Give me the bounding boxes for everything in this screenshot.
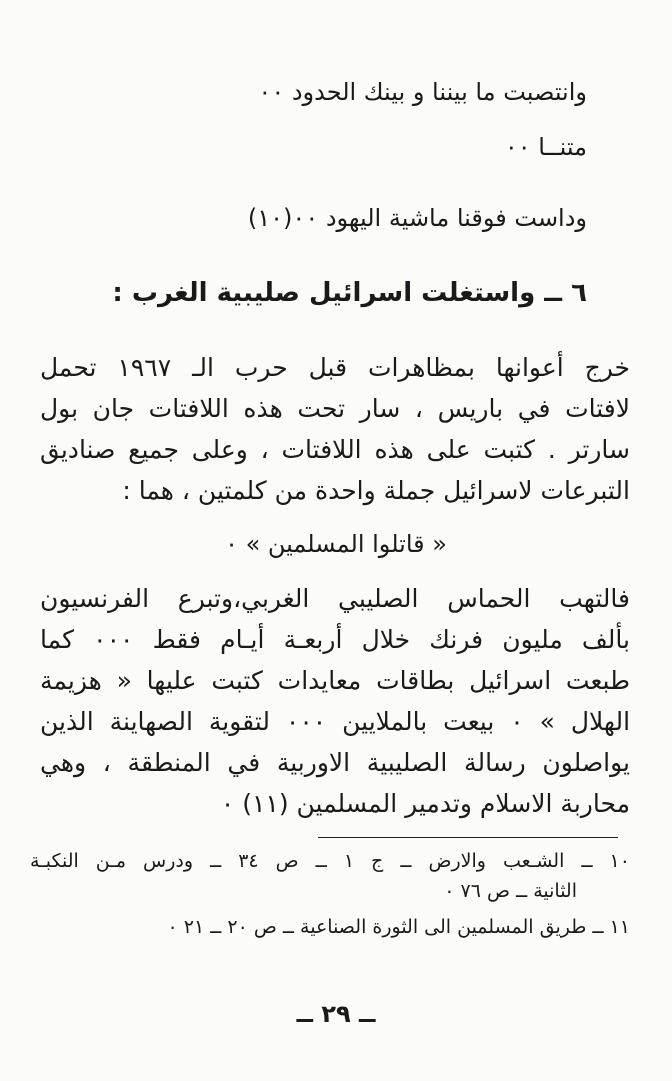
footnote-divider <box>318 837 618 838</box>
paragraph2-line-5: يواصلون رسالة الصليبية الاوربية في المنطقة ، وهي <box>40 748 630 777</box>
paragraph2-line-1: فالتهب الحماس الصليبي الغربي،وتبرع الفرنسيون <box>40 584 630 613</box>
paragraph2-line-2: بألف مليون فرنك خلال أربعـة أيـام فقط ٠٠٠ كما <box>40 625 630 654</box>
page-number: ــ ٢٩ ــ <box>296 1000 376 1028</box>
paragraph1-line-4: التبرعات لاسرائيل جملة واحدة من كلمتين ، هما : <box>122 476 630 505</box>
paragraph1-line-2: لافتات في باريس ، سار تحت هذه اللافتات جان بول <box>40 394 630 423</box>
paragraph2-line-4: الهلال » ٠ بيعت بالملايين ٠٠٠ لتقوية الصهاينة الذين <box>40 707 631 736</box>
paragraph1-line-1: خرج أعوانها بمظاهرات قبل حرب الـ ١٩٦٧ تحمل <box>40 353 631 382</box>
footnote-10-line-2: الثانية ــ ص ٧٦ ٠ <box>444 880 577 902</box>
footnote-11: ١١ ــ طريق المسلمين الى الثورة الصناعية ــ ص ٢٠ ــ ٢١ ٠ <box>167 916 630 938</box>
poem-line-1: وانتصبت ما بيننا و بينك الحدود ٠٠ <box>258 78 587 106</box>
section-heading: ٦ ــ واستغلت اسرائيل صليبية الغرب : <box>112 278 587 308</box>
poem-line-2: متنــا ٠٠ <box>504 133 587 161</box>
footnote-10-line-1: ١٠ ــ الشـعب والارض ــ ج ١ ــ ص ٣٤ ــ ودرس مـن النكبـة <box>30 850 630 872</box>
paragraph2-line-3: طبعت اسرائيل بطاقات معايدات كتبت عليها « هزيمة <box>40 666 630 695</box>
quote-line: « قاتلوا المسلمين » ٠ <box>225 530 447 558</box>
paragraph2-line-6: محاربة الاسلام وتدمير المسلمين (١١) ٠ <box>220 789 630 818</box>
poem-line-3: وداست فوقنا ماشية اليهود ٠٠(١٠) <box>247 204 587 232</box>
paragraph1-line-3: سارتر . كتبت على هذه اللافتات ، وعلى جميع صناديق <box>40 435 630 464</box>
